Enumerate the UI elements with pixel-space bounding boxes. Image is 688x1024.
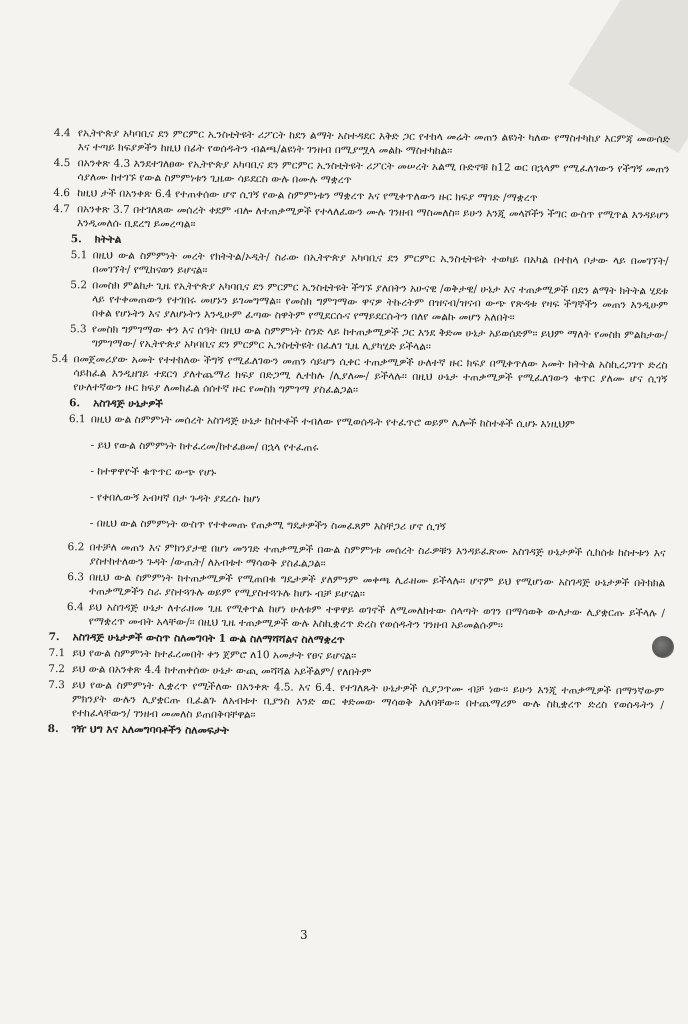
section-number: 7. — [48, 630, 60, 644]
clause-4-7 — [53, 202, 669, 236]
clause-text: በዚህ ውል ስምምነት መሰረት አስገዳጅ ሁኔታ ከስተቶች ተብለው የሚወሰዱት የተፈጥሮ ወይም ሌሎች ከስተቶች ሲሆኑ እነዚህም — [90, 413, 575, 431]
clause-number: 6.2 — [67, 541, 85, 554]
clause-text: ይህ የውል ስምምነት ከተፈረመበት ቀን ጀምሮ ለ10 አመታት የፀና ይሆናል፡፡ — [72, 647, 357, 663]
clause-number: 4.5 — [53, 156, 71, 170]
page-number: 3 — [300, 928, 308, 942]
clause-6-2 — [67, 540, 665, 574]
clause-number: 7.3 — [48, 678, 65, 692]
clause-5-4 — [51, 352, 667, 400]
clause-7-3 — [48, 678, 664, 726]
section-number: 5. — [70, 233, 82, 246]
clause-text: ይህ አስገዳጅ ሁኔታ ለተራዘመ ጊዜ የሚቀጥል ከሆነ ሁለቱም ተዋዋይ ወገኖች ለሚመለከተው ሰላጣት ወገን በማሳወቅ ውለታው ሊያቋርጡ ይችላሉ /የማቋረጥ መብት አላቸው/፡፡ በዚህ ጊዜ ተጠቃሚዎች ውሉ እስኪቋረጥ ድረስ የወሰዱትን ገንዘብ አይመልሱም፡፡ — [88, 601, 665, 632]
clause-4-4 — [54, 126, 670, 160]
clause-number: 4.4 — [53, 126, 71, 140]
clause-number: 7.1 — [48, 646, 66, 660]
clause-5-2 — [70, 278, 668, 326]
clause-number: 5.1 — [70, 249, 88, 262]
clause-number: 7.2 — [48, 662, 66, 676]
dash-list-item: - ይህ የውል ስምምነት ከተፈረመ/ከተፈፀመ/ በኋላ የተፈጠሩ — [90, 439, 319, 454]
clause-text: የመስክ ግምገማው ቀን እና ሰዓት በዚህ ውል ስምምነት ስንድ ላይ ከተጠቃሚዎች ጋር እንደ ቅድመ ሁኔታ አይወሰድም፡፡ ይህም ማለት የመስክ ምልከታው/ግምገማው/ የኢትዮጵያ አካባቢና ደን ምርምር ኢንስቲትዩት በፈለገ ጊዜ ሊያካሂድ ይችላል፡፡ — [91, 323, 668, 353]
clause-text: ከዚህ ታች በአንቀጽ 6.4 የተጠቀሰው ሆኖ ሲገኝ የውል ስምምነቱን ማቋረጥ እና የሚቀጥለውን ዙር ክፍያ ማገድ /ማቋረጥ — [77, 187, 538, 205]
clause-text: በተቻለ መጠን እና ምክንያታዊ በሆነ መንገድ ተጠቃሚዎች በውል ስምምነቱ መሰረት ስራዎቹን እንዳይፈጽሙ አስገዳጅ ሁኔታዎች ሲከሰቱ ከስተቱን እና ያስተከተለውን ጉዳት /ውጤት/ ለአብቱተ ማሳወቅ ያስፈልጋል፡፡ — [89, 541, 666, 570]
clause-6-3 — [67, 570, 665, 604]
section-title: ገዥ ህግ እና አለመግባባቶችን ስለመፍታት — [71, 723, 229, 737]
clause-text: በመጀመሪያው አመት የተተከለው ችግኝ የሚፈለገውን መጠን ሳይሆን ሲቀር ተጠቃሚዎች ሁለተኛ ዙር ክፍያ በሚቀጥለው አመት ክትትል አስኪረጋገጥ ድረስ ሳይከፈል እንዲዘገይ ተደርጎ ያለተጨማሪ ክፍያ በድጋሚ ሊተከሉ /ሊያለሙ/ ይችላሉ፡፡ በዚህ ሁኔታ ተጠቃሚዎች የሚፈለገውን ቁጥር ያለሙ ሆና ሲገኝ የሁለተኛውን ዙር ክፍያ ለመክፈል ሰሰተኛ ዙር የመስክ ግምገማ ያስፈልጋል፡፡ — [73, 353, 668, 397]
section-number: 6. — [69, 397, 81, 410]
document-body — [48, 126, 670, 744]
clause-5-1 — [70, 248, 668, 282]
clause-text: በአንቀጽ 3.7 በተገለጸው መሰረት ቀደም ብሎ ለተጠቃሚዎች የተላለፈውን ሙሉ ገንዘብ ማስመለስ፡፡ ይሁን እንጂ መላሾችን ችግር ውስጥ የሚጥል እንዳይሆን እንዲመለሱ ቢደረግ ይመረጣል፡፡ — [76, 203, 670, 231]
dash-list-item: - የቀበሌውኝ አብዛኛ በታ ጉዳት ያደረሱ ከሆነ — [90, 491, 261, 506]
clause-number: 4.7 — [53, 202, 70, 216]
clause-number: 5.4 — [51, 352, 69, 366]
clause-text: በዚህ ውል ስምምነት ከተጠቃሚዎች የሚጠበቁ ግዴታዎች ያለምንም መቀጫ ሊራዘሙ ይችላሉ፡፡ ሆኖም ይህ የሚሆነው አስገዳጅ ሁኔታዎች በትክክል ተጠቃሚዎችን ስራ ያስተጓጉሉ ወይም የሚያስተጓጉሉ ከሆኑ ብቻ ይሆናል፡፡ — [89, 571, 666, 601]
section-number: 8. — [47, 722, 59, 736]
clause-number: 5.3 — [69, 323, 87, 336]
clause-text: በዚህ ውል ስምምነት መረት የክትትል/ኦዲት/ ስራው በኢትዮጵያ አካባቢና ደን ምርምር ኢንስቲትዩት ተወካይ በአካል በተከላ ቦታው ላይ በመገኘት/በመገኘት/ የሚከናወን ይሆናል፡፡ — [92, 249, 669, 277]
clause-number: 6.1 — [68, 413, 86, 426]
clause-text: ይህ ውል በአንቀጽ 4.4 ከተጠቀሰው ሁኔታ ውጪ መሻሻል አይችልም/ የለበትም — [72, 663, 372, 679]
section-title: አስገዳጅ ሁኔታዎች ውስጥ ስለመግባት 1 ውል ስለማሻሻልና ስለማቋረጥ — [72, 631, 345, 647]
clause-text: በአንቀጽ 4.3 እንደተገለፀው የኢትዮጵያ አካባቢና ደን ምርምር ኢንስቲትዩት ሪፖርት መሠረት አልሚ ቡድኖቹ ከ12 ወር በኋላም የሚፈለገውን የችግኝ መጠን ሳያለሙ ከተገኙ የውል ስምምነቱን ጊዜው ሳይደርስ ውሉ በሙሉ ማቋረጥ — [77, 157, 670, 187]
clause-number: 4.6 — [53, 186, 71, 200]
dash-list-item: - ከተዋዋዮች ቁጥጥር ውጭ የሆኑ — [90, 465, 217, 479]
clause-number: 5.2 — [70, 279, 88, 292]
section-title: አስገዳጅ ሁኔታዎች — [93, 397, 163, 411]
clause-number: 6.4 — [66, 601, 84, 614]
clause-number: 6.3 — [67, 571, 85, 584]
clause-text: የኢትዮጵያ አካባቢና ደን ምርምር ኢንስቲትዩት ሪፖርት ከደን ልማት አስተዳደር እቅድ ጋር የተከላ መሬት መጠን ልዩነት ካለው የማስተካከያ እርምጃ መውሰድ እና ተጣይ ክፍያዎችን ከዚህ በፊት የወሰዱትን ብልጫ/ልዩነት ገንዘብ በሚያሟላ መልኩ ማስተካከል፡፡ — [77, 127, 670, 158]
clause-6-4 — [67, 600, 665, 634]
section-title: ክትትል — [94, 233, 122, 246]
clause-4-5 — [53, 156, 669, 190]
clause-5-3 — [70, 322, 668, 356]
clause-text: በመስክ ምልከታ ጊዜ የኢትዮጵያ አካባቢና ደን ምርምር ኢንስቲትዩት ችግኙ ያለበትን አሁናዊ /ወቅታዊ/ ሁኔታ እና ተጠቃሚዎች በደን ልማት ክትትል ሂደቱ ላይ የተቀመጠውን የተገበሩ መሆኑን ይገመግማል፡፡ የመስክ ግምገማው ዋናዎ ትኩረትም በዝናብ/ዝናብ ውጭ የጽዳቱ የዛፍ ችግኞችን መጠን እንዲሁም በቀል የሆኑትን እና ያለሆኑትን እንዲሁም ፈጣው ስዋትም የሚደርሱና የማይደርሱትን በለየ መልኩ መሆን አለበት፡፡ — [91, 279, 669, 324]
clause-text: ይህ የውል ስምምነት ሊቋረጥ የሚችለው በአንቀጽ 4.5. እና 6.4. የተገለጹት ሁኔታዎች ሲያጋጥሙ ብቻ ነው፡፡ ይሁን እንጂ ተጠቃሚዎች በማንኛውም ምክንያት ውሉን ሊያቋርጡ ቢፈልጉ ለአብቱተ ቢያንስ አንድ ወር ቀድመው ማሳወቅ አለባቸው፡፡ በተጨማሪም ውሉ ስኪቋረጥ ድረስ የወሰዱትን /የተከፈላቸውን/ ገንዘብ መመለስ ይጠበቅባቸዋል፡፡ — [71, 679, 665, 722]
dash-list-item: - በዚህ ውል ስምምነት ውስጥ የተቀመጡ የጠቃሚ ግዴታዎችን ስመፈጸም እስቸጋሪ ሆኖ ሲገኝ — [89, 517, 446, 534]
